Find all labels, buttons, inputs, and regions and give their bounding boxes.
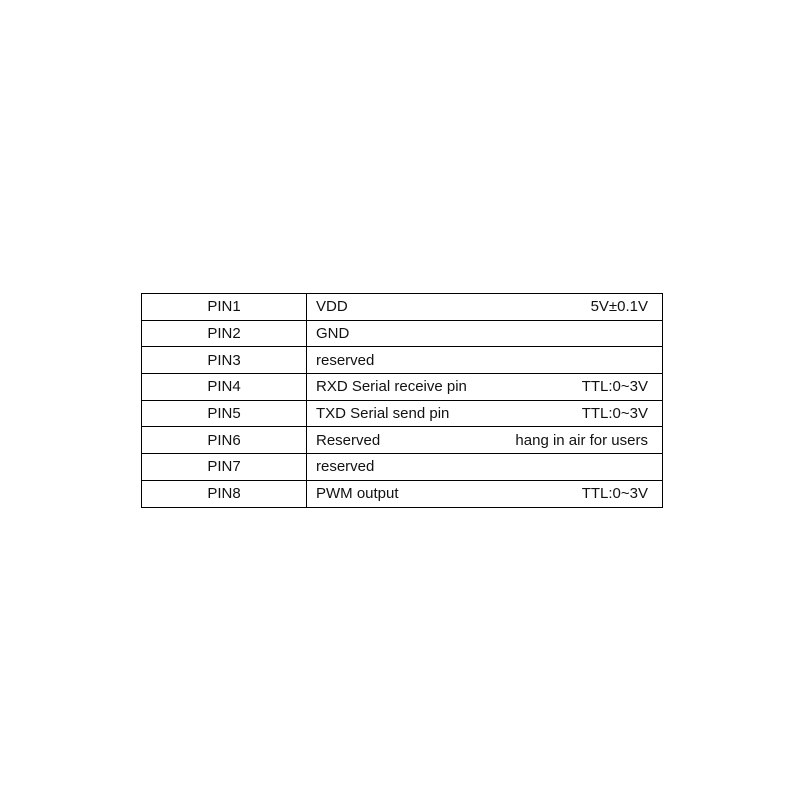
pin-number: PIN6: [142, 427, 307, 454]
pin-number: PIN5: [142, 400, 307, 427]
pin-function: TXD Serial send pin: [316, 405, 450, 423]
table-row: [142, 294, 663, 321]
pin-number: PIN8: [142, 480, 307, 507]
pin-function: RXD Serial receive pin: [316, 378, 467, 396]
table-row: [142, 374, 663, 401]
pin-description-cell: [307, 454, 663, 481]
table-row: [142, 480, 663, 507]
pin-number: PIN3: [142, 347, 307, 374]
pin-function: GND: [316, 325, 350, 343]
pin-function: Reserved: [316, 431, 381, 449]
table-row: [142, 347, 663, 374]
pin-note: TTL:0~3V: [581, 405, 648, 423]
table-row: [142, 400, 663, 427]
pin-note: TTL:0~3V: [581, 485, 648, 503]
pin-description-cell: [307, 427, 663, 454]
pin-number: PIN4: [142, 374, 307, 401]
pin-description-cell: [307, 320, 663, 347]
pin-function: VDD: [316, 298, 348, 316]
pin-note: hang in air for users: [515, 431, 648, 449]
pin-description-cell: [307, 374, 663, 401]
pin-number: PIN1: [142, 294, 307, 321]
table-row: [142, 454, 663, 481]
table-row: [142, 320, 663, 347]
pin-number: PIN7: [142, 454, 307, 481]
pin-definition-table: [141, 293, 663, 508]
pin-function: reserved: [316, 351, 375, 369]
pin-description-cell: [307, 400, 663, 427]
pin-description-cell: [307, 347, 663, 374]
pin-function: reserved: [316, 458, 375, 476]
pin-note: 5V±0.1V: [590, 298, 648, 316]
pin-note: TTL:0~3V: [581, 378, 648, 396]
table-row: [142, 427, 663, 454]
pin-number: PIN2: [142, 320, 307, 347]
pin-description-cell: [307, 480, 663, 507]
pin-function: PWM output: [316, 485, 399, 503]
pin-description-cell: [307, 294, 663, 321]
